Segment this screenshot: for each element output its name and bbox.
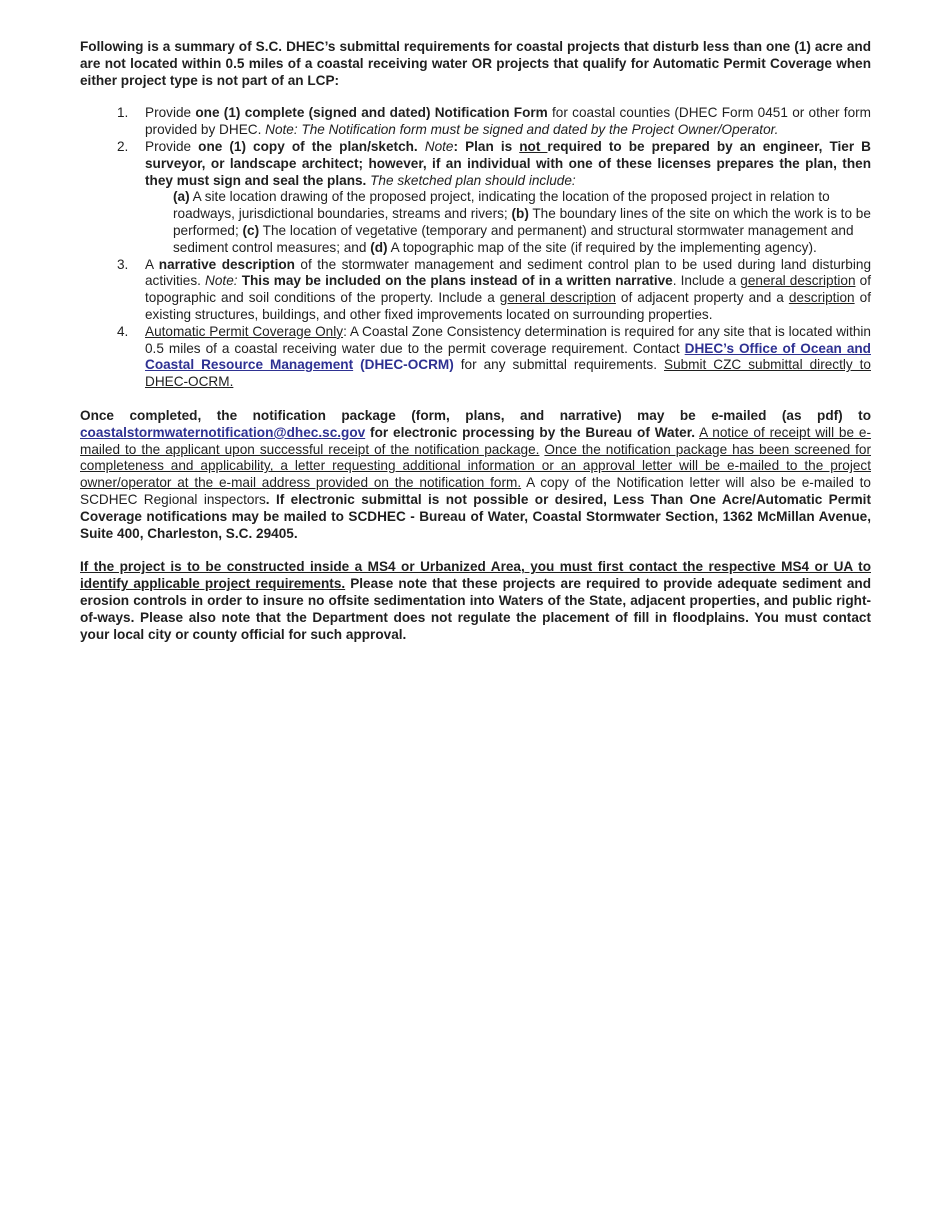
paragraph-text-bold: Please note that these projects are required to provide adequate sediment and erosion controls in order to insure no offsite sedimentation into Waters of the State, adjacent properties, and public right-of-ways. Please also note that the Department does not regulate the placement of fill in floodplains. You must contact your local city or county official for such approval. — [80, 576, 871, 642]
item-text-underline: Submit CZC submittal directly to DHEC-OCRM. — [145, 357, 871, 390]
item-text-bold-underline: not — [519, 138, 548, 154]
notification-email-link[interactable]: coastalstormwaternotification@dhec.sc.gov — [80, 424, 366, 440]
requirement-item-1 — [80, 105, 871, 139]
sub-text: A site location drawing of the proposed project, indicating the location of the proposed project in relation to roadways, jurisdictional boundaries, streams and rivers; — [173, 189, 830, 222]
sub-text: A topographic map of the site (if required by the implementing agency). — [387, 239, 817, 255]
paragraph-text-underline: A notice of receipt will be e-mailed to the applicant upon successful receipt of the notification package. — [80, 424, 871, 457]
item-text — [418, 139, 425, 154]
narrative-label: narrative description — [158, 256, 295, 272]
item-text: of topographic and soil conditions of the property. Include a — [145, 273, 871, 306]
requirement-item-2 — [80, 139, 871, 257]
item-number: 2. — [117, 138, 129, 154]
paragraph-text-bold: . If electronic submittal is not possible or desired, Less Than One Acre/Automatic Permit Coverage notifications may be mailed to SCDHEC - Bureau of Water, Coastal Stormwater Section, 1362 McMillan Avenue, Suite 400, Charleston, S.C. 29405. — [80, 491, 871, 541]
item-number: 1. — [117, 105, 129, 121]
item-text: of adjacent property and a — [615, 290, 789, 306]
ocrm-link[interactable]: DHEC’s Office of Ocean and Coastal Resource Management — [145, 340, 871, 373]
item-text-underline: general description — [499, 290, 616, 306]
sub-text: The boundary lines of the site on which the work is to be performed; — [173, 206, 871, 238]
intro-paragraph: Following is a summary of S.C. DHEC’s submittal requirements for coastal projects that disturb less than one (1) acre and are not located within 0.5 miles of a coastal receiving water OR projects that qualify for Automatic Permit Coverage when either project type is not part of an LCP: — [80, 39, 871, 88]
ocrm-abbreviation: (DHEC-OCRM) — [353, 357, 454, 373]
item-text: for any submittal requirements. — [453, 357, 664, 373]
paragraph-text: A copy of the Notification letter will also be e-mailed to SCDHEC Regional inspectors — [80, 475, 871, 507]
item-text: for coastal counties (DHEC Form 0451 or other form provided by DHEC. — [145, 105, 871, 138]
requirement-item-3 — [80, 257, 871, 324]
item-note: The sketched plan should include: — [366, 172, 576, 188]
sub-label: (c) — [242, 222, 260, 238]
item-number: 3. — [117, 256, 129, 272]
item-text: : A Coastal Zone Consistency determination is required for any site that is located within 0.5 miles of a coastal receiving water due to the permit coverage requirement. Contact — [145, 323, 871, 356]
item-note-label: Note — [424, 138, 454, 154]
paragraph-text-underline: Once the notification package has been screened for completeness and applicability, a letter requesting additional information or an approval letter will be e-mailed to the project owner/operator at the e-mail address provided on the notification form. — [80, 441, 871, 491]
item-text-underline: Automatic Permit Coverage Only — [145, 323, 344, 339]
item-number: 4. — [117, 323, 129, 339]
plan-copy-label: one (1) copy of the plan/sketch. — [198, 138, 418, 154]
item-text: Provide — [145, 105, 196, 121]
sub-label: (b) — [511, 206, 529, 222]
item-text: A — [145, 256, 159, 272]
item-text-bold: : Plan is — [453, 138, 520, 154]
item-note: Note: The Notification form must be signed and dated by the Project Owner/Operator. — [265, 122, 779, 138]
requirement-item-4 — [80, 324, 871, 391]
item-text-bold: one ( — [195, 105, 229, 121]
notification-form-label: 1) complete (signed and dated) Notification Form — [228, 105, 548, 121]
item-text-underline: general description — [740, 273, 856, 289]
item-note-label: Note: — [205, 273, 238, 289]
paragraph-text-bold: for electronic processing by the Bureau of Water. — [365, 424, 696, 440]
plan-contents-sublist — [145, 189, 871, 256]
item-text: of existing structures, buildings, and other fixed improvements located on surrounding properties. — [145, 290, 871, 322]
paragraph-text-bold: Once completed, the notification package (form, plans, and narrative) may be e-mailed (as pdf) to — [80, 407, 871, 423]
ms4-paragraph — [80, 559, 871, 643]
sub-text: The location of vegetative (temporary and permanent) and structural stormwater management and sediment control measures; and — [173, 222, 854, 255]
item-text-underline: description — [788, 290, 855, 306]
item-text-bold: This may be included on the plans instead of in a written narrative — [241, 273, 673, 289]
item-text: Provide — [145, 138, 199, 154]
sub-label: (d) — [370, 239, 388, 255]
completion-paragraph — [80, 408, 871, 542]
item-text-bold: required to be prepared by an engineer, Tier B surveyor, or landscape architect; however, if an individual with one of these licenses prepares the plan, then they must sign and seal the plans. — [145, 138, 872, 188]
document-page — [80, 39, 871, 643]
requirements-list — [80, 105, 871, 391]
item-text: of the stormwater management and sediment control plan to be used during land disturbing activities. — [145, 256, 872, 289]
sub-label: (a) — [173, 189, 190, 205]
item-text: . Include a — [672, 273, 741, 289]
paragraph-text-bold-underline: If the project is to be constructed inside a MS4 or Urbanized Area, you must first contact the respective MS4 or UA to identify applicable project requirements. — [80, 559, 871, 592]
